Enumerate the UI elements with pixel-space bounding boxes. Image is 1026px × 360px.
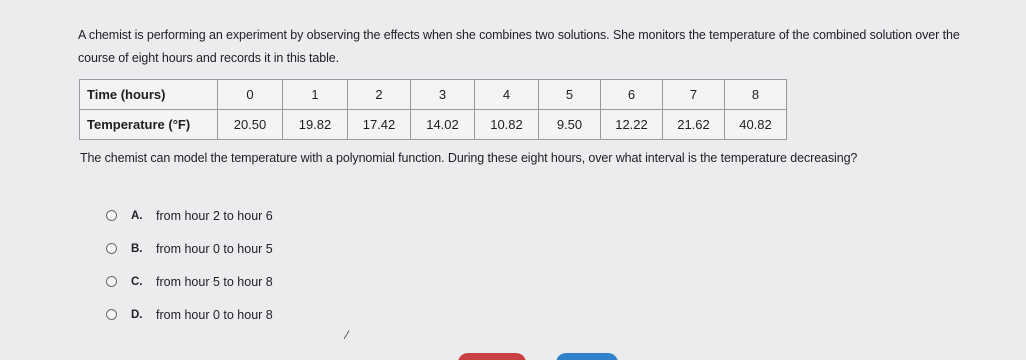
choice-b[interactable] <box>106 232 273 265</box>
choice-text: from hour 2 to hour 6 <box>156 208 273 223</box>
temperature-cell: 14.02 <box>411 110 475 140</box>
question-text: The chemist can model the temperature with a polynomial function. During these eight hours, over what interval is the temperature decreasing? <box>80 151 858 165</box>
time-cell: 8 <box>725 80 787 110</box>
temperature-cell: 40.82 <box>725 110 787 140</box>
choice-text: from hour 5 to hour 8 <box>156 274 273 289</box>
problem-intro: A chemist is performing an experiment by observing the effects when she combines two solutions. She monitors the temperature of the combined solution over the course of eight hours and records it in this table. <box>78 28 960 65</box>
time-cell: 6 <box>601 80 663 110</box>
time-cell: 0 <box>218 80 283 110</box>
choice-letter: C. <box>131 275 143 288</box>
time-cell: 4 <box>475 80 539 110</box>
radio-button-icon[interactable] <box>106 210 117 221</box>
temperature-cell: 9.50 <box>539 110 601 140</box>
time-cell: 1 <box>283 80 348 110</box>
temperature-cell: 17.42 <box>348 110 411 140</box>
choice-text: from hour 0 to hour 8 <box>156 307 273 322</box>
choice-letter: B. <box>131 242 143 255</box>
table-row-time <box>80 80 787 110</box>
temperature-cell: 21.62 <box>663 110 725 140</box>
time-cell: 2 <box>348 80 411 110</box>
answer-choices <box>106 199 273 331</box>
radio-button-icon[interactable] <box>106 309 117 320</box>
choice-letter: D. <box>131 308 143 321</box>
choice-a[interactable] <box>106 199 273 232</box>
choice-d[interactable] <box>106 298 273 331</box>
temperature-cell: 10.82 <box>475 110 539 140</box>
time-cell: 5 <box>539 80 601 110</box>
time-cell: 3 <box>411 80 475 110</box>
choice-c[interactable] <box>106 265 273 298</box>
text-cursor-icon: ⁄ <box>346 328 349 342</box>
temperature-cell: 12.22 <box>601 110 663 140</box>
table-row-temperature <box>80 110 787 140</box>
temperature-cell: 19.82 <box>283 110 348 140</box>
radio-button-icon[interactable] <box>106 243 117 254</box>
radio-button-icon[interactable] <box>106 276 117 287</box>
red-action-button[interactable] <box>458 353 526 360</box>
temperature-header: Temperature (°F) <box>80 110 218 140</box>
temperature-table <box>79 79 787 140</box>
time-cell: 7 <box>663 80 725 110</box>
blue-action-button[interactable] <box>556 353 618 360</box>
time-header: Time (hours) <box>80 80 218 110</box>
temperature-cell: 20.50 <box>218 110 283 140</box>
choice-letter: A. <box>131 209 143 222</box>
choice-text: from hour 0 to hour 5 <box>156 241 273 256</box>
